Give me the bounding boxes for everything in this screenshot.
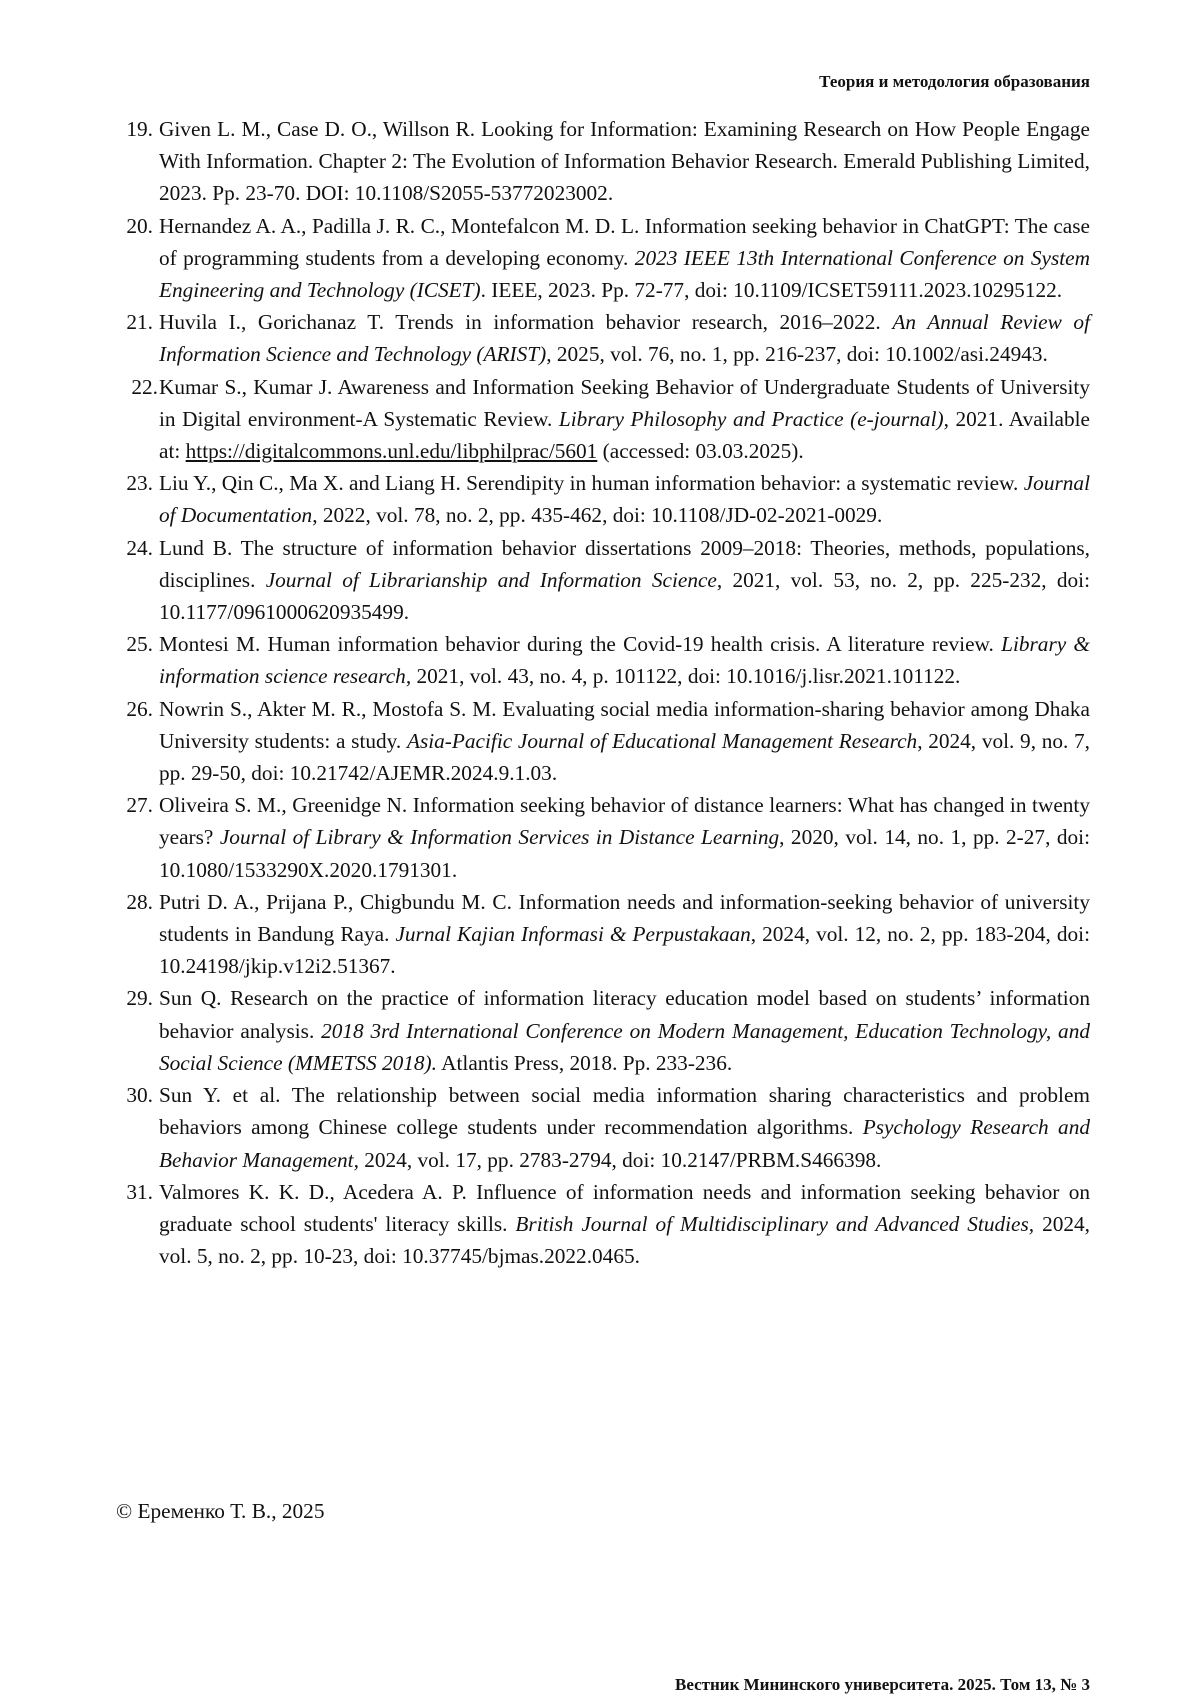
reference-text: Putri D. A., Prijana P., Chigbundu M. C. Information needs and information-seeking behavior of university students in Bandung Raya. (159, 889, 1090, 947)
reference-link[interactable]: https://digitalcommons.unl.edu/libphilprac/5601 (185, 439, 598, 464)
reference-text: Nowrin S., Akter M. R., Mostofa S. M. Evaluating social media information-sharing behavior among Dhaka University students: a study. (159, 696, 1090, 753)
reference-text: . IEEE, 2023. Pp. 72-77, doi: 10.1109/ICSET59111.2023.10295122. (480, 278, 1063, 303)
reference-source-title: Journal of Librarianship and Information Science (265, 567, 717, 592)
reference-item (108, 532, 1090, 629)
reference-source-title: British Journal of Multidisciplinary and Advanced Studies, (515, 1211, 1035, 1236)
reference-number: 24. (126, 535, 153, 560)
reference-item (108, 693, 1090, 790)
reference-text: Hernandez A. A., Padilla J. R. C., Montefalcon M. D. L. Information seeking behavior in ChatGPT: The case of programming students from a developing economy. (159, 213, 1090, 270)
reference-text: Liu Y., Qin C., Ma X. and Liang H. Serendipity in human information behavior: a systematic review. (159, 471, 1024, 496)
reference-number: 21. (126, 310, 153, 335)
reference-text: , 2021, vol. 53, no. 2, pp. 225-232, doi: 10.1177/0961000620935499. (159, 567, 1090, 625)
reference-number: 25. (126, 632, 153, 657)
reference-item (108, 628, 1090, 692)
reference-list (108, 113, 1090, 1272)
reference-number: 29. (126, 986, 153, 1011)
reference-text: (accessed: 03.03.2025). (597, 439, 804, 464)
reference-text: 2021, vol. 43, no. 4, p. 101122, doi: 10.1016/j.lisr.2021.101122. (411, 664, 961, 689)
reference-item (108, 210, 1090, 307)
reference-item (108, 467, 1090, 531)
reference-text: Kumar S., Kumar J. Awareness and Information Seeking Behavior of Undergraduate Students of University in Digital environment-A Systematic Review. (159, 374, 1090, 431)
reference-text: Lund B. The structure of information behavior dissertations 2009–2018: Theories, methods, populations, disciplines. (159, 535, 1090, 592)
reference-source-title: Jurnal Kajian Informasi & Perpustakaan (395, 922, 751, 947)
reference-text: , 2021. Available at: (159, 406, 1090, 464)
reference-number: 26. (126, 696, 153, 721)
reference-item (108, 371, 1090, 468)
reference-item (108, 1079, 1090, 1176)
copyright-line: © Еременко Т. В., 2025 (116, 1499, 325, 1523)
running-head: Теория и методология образования (819, 72, 1090, 91)
reference-number: 28. (126, 889, 153, 914)
reference-number: 22. (131, 374, 158, 399)
reference-source-title: Journal of Documentation (159, 471, 1090, 528)
reference-text: 2024, vol. 5, no. 2, pp. 10-23, doi: 10.37745/bjmas.2022.0465. (159, 1211, 1090, 1269)
reference-source-title: 2018 3rd International Conference on Modern Management, Education Technology, and Social Science (MMETSS 2018). (159, 1018, 1091, 1075)
reference-text: , 2024, vol. 9, no. 7, pp. 29-50, doi: 10.21742/AJEMR.2024.9.1.03. (159, 728, 1090, 786)
reference-number: 23. (126, 471, 153, 496)
reference-item (108, 982, 1090, 1079)
reference-source-title: Library Philosophy and Practice (e-journal) (558, 406, 944, 431)
reference-item (108, 113, 1090, 210)
reference-number: 27. (126, 793, 153, 818)
reference-item (108, 789, 1090, 886)
reference-source-title: Library & information science research, (159, 632, 1090, 689)
reference-source-title: Asia-Pacific Journal of Educational Management Research (406, 728, 918, 753)
reference-source-title: Journal of Library & Information Services in Distance Learning (219, 825, 780, 850)
reference-text: Huvila I., Gorichanaz T. Trends in information behavior research, 2016–2022. (159, 310, 893, 335)
reference-text: 2024, vol. 17, pp. 2783-2794, doi: 10.2147/PRBM.S466398. (358, 1147, 882, 1172)
reference-number: 31. (126, 1179, 153, 1204)
reference-number: 19. (126, 117, 153, 141)
reference-text: Montesi M. Human information behavior during the Covid-19 health crisis. A literature review. (159, 632, 1002, 657)
reference-item (108, 306, 1090, 370)
reference-text: , 2024, vol. 12, no. 2, pp. 183-204, doi: 10.24198/jkip.v12i2.51367. (159, 922, 1090, 979)
reference-text: Sun Q. Research on the practice of information literacy education model based on students’ information behavior analysis. (159, 986, 1090, 1043)
reference-source-title: An Annual Review of Information Science and Technology (ARIST) (159, 310, 1090, 367)
reference-text: Sun Y. et al. The relationship between social media information sharing characteristics and problem behaviors among Chinese college students under recommendation algorithms. (159, 1083, 1090, 1140)
reference-item (108, 1176, 1090, 1273)
reference-text: Given L. M., Case D. O., Willson R. Looking for Information: Examining Research on How People Engage With Information. Chapter 2: The Evolution of Information Behavior Research. Emerald Publishing Limited, 2023. Pp. 23-70. DOI: 10.1108/S2055-53772023002. (159, 117, 1090, 206)
reference-text: , 2025, vol. 76, no. 1, pp. 216-237, doi: 10.1002/asi.24943. (546, 342, 1048, 367)
reference-text: Oliveira S. M., Greenidge N. Information seeking behavior of distance learners: What has changed in twenty years? (159, 793, 1090, 850)
reference-text: , 2020, vol. 14, no. 1, pp. 2-27, doi: 10.1080/1533290X.2020.1791301. (159, 825, 1090, 882)
reference-source-title: 2023 IEEE 13th International Conference on System Engineering and Technology (ICSET) (159, 245, 1090, 303)
reference-text: Atlantis Press, 2018. Pp. 233-236. (436, 1050, 733, 1075)
running-foot: Вестник Мининского университета. 2025. Том 13, № 3 (675, 1675, 1090, 1694)
reference-number: 30. (126, 1083, 153, 1108)
reference-text: Valmores K. K. D., Acedera A. P. Influence of information needs and information seeking behavior on graduate school students' literacy skills. (159, 1179, 1090, 1236)
reference-source-title: Psychology Research and Behavior Management, (159, 1115, 1090, 1172)
reference-text: , 2022, vol. 78, no. 2, pp. 435-462, doi: 10.1108/JD-02-2021-0029. (312, 503, 883, 528)
reference-item (108, 886, 1090, 983)
reference-number: 20. (126, 213, 153, 238)
